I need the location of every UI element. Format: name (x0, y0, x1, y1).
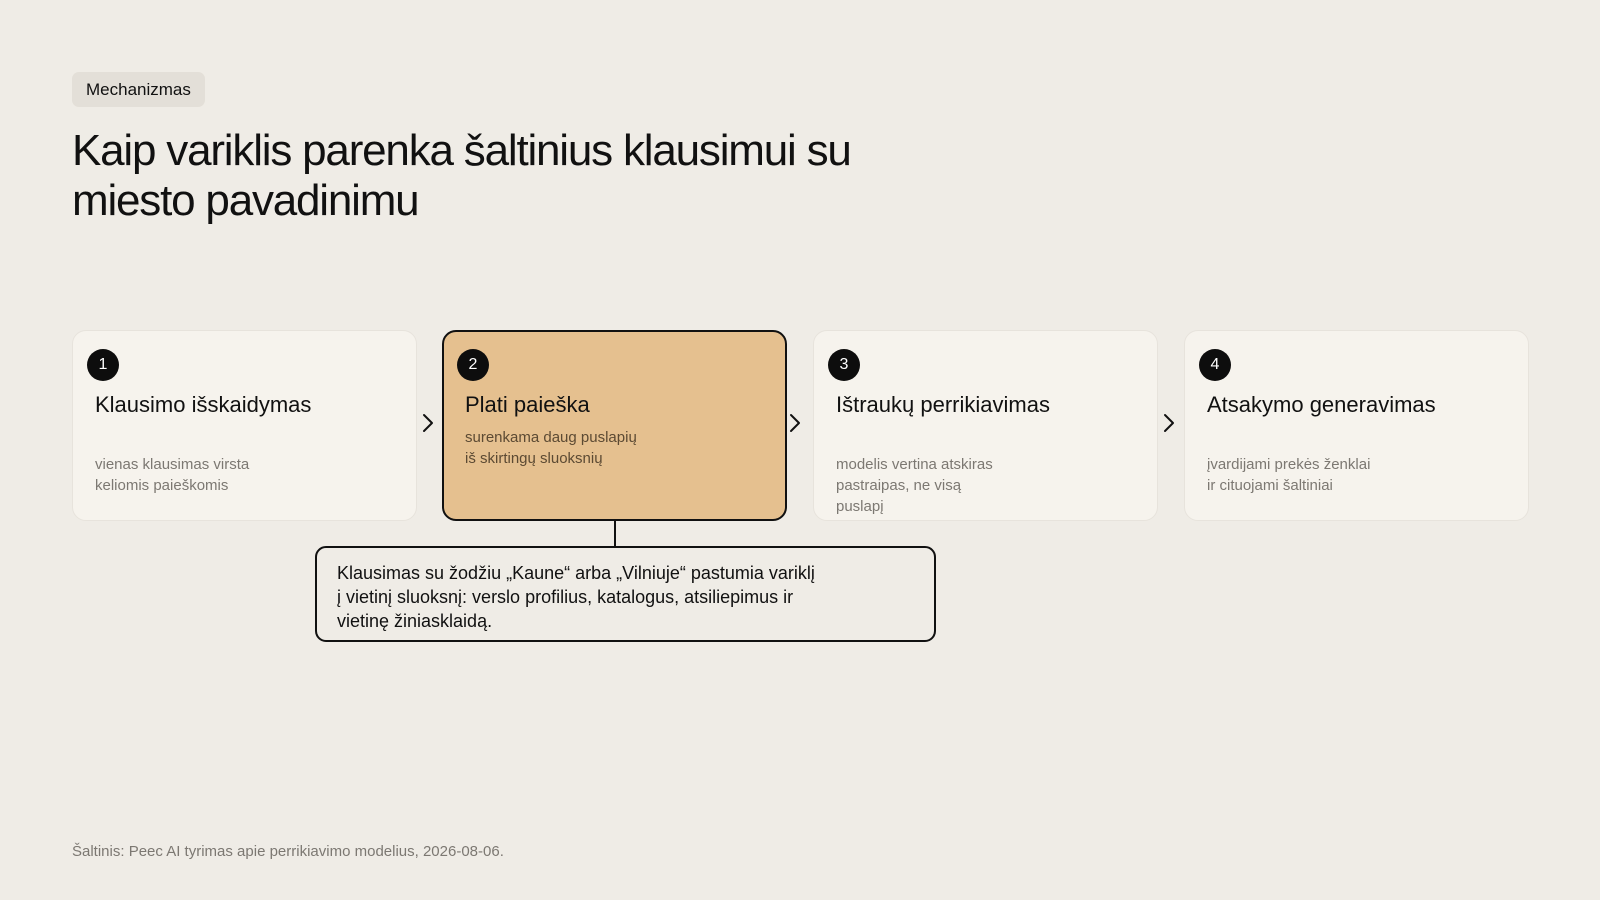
step-title: Ištraukų perrikiavimas (836, 392, 1050, 417)
step-description: modelis vertina atskiras pastraipas, ne visą puslapį (836, 456, 993, 515)
callout-text: Klausimas su žodžiu „Kaune“ arba „Vilniuje“ pastumia variklį į vietinį sluoksnį: verslo profilius, katalogus, atsiliepimus ir vietinę žiniasklaidą. (337, 563, 815, 631)
step-title: Atsakymo generavimas (1207, 392, 1436, 417)
section-tag: Mechanizmas (72, 72, 205, 107)
step-title: Plati paieška (465, 392, 590, 417)
process-steps (72, 330, 1529, 521)
step-card-3 (813, 330, 1158, 521)
chevron-right-icon (786, 412, 804, 434)
chevron-right-icon (419, 412, 437, 434)
step-card-4 (1184, 330, 1529, 521)
step-number-badge: 2 (457, 349, 489, 381)
step-description: įvardijami prekės ženklai ir cituojami šaltiniai (1207, 456, 1371, 494)
step-number-badge: 4 (1199, 349, 1231, 381)
step-description: vienas klausimas virsta keliomis paieškomis (95, 456, 250, 494)
step-number-badge: 1 (87, 349, 119, 381)
step-description: surenkama daug puslapių iš skirtingų sluoksnių (465, 429, 637, 467)
callout-box (315, 546, 936, 642)
step-card-1 (72, 330, 417, 521)
callout-connector (614, 521, 616, 547)
chevron-right-icon (1160, 412, 1178, 434)
step-title: Klausimo išskaidymas (95, 392, 312, 417)
source-note: Šaltinis: Peec AI tyrimas apie perrikiavimo modelius, 2026-08-06. (72, 843, 504, 860)
step-card-2 (442, 330, 787, 521)
page-title: Kaip variklis parenka šaltinius klausimui su miesto pavadinimu (72, 126, 851, 225)
step-number-badge: 3 (828, 349, 860, 381)
